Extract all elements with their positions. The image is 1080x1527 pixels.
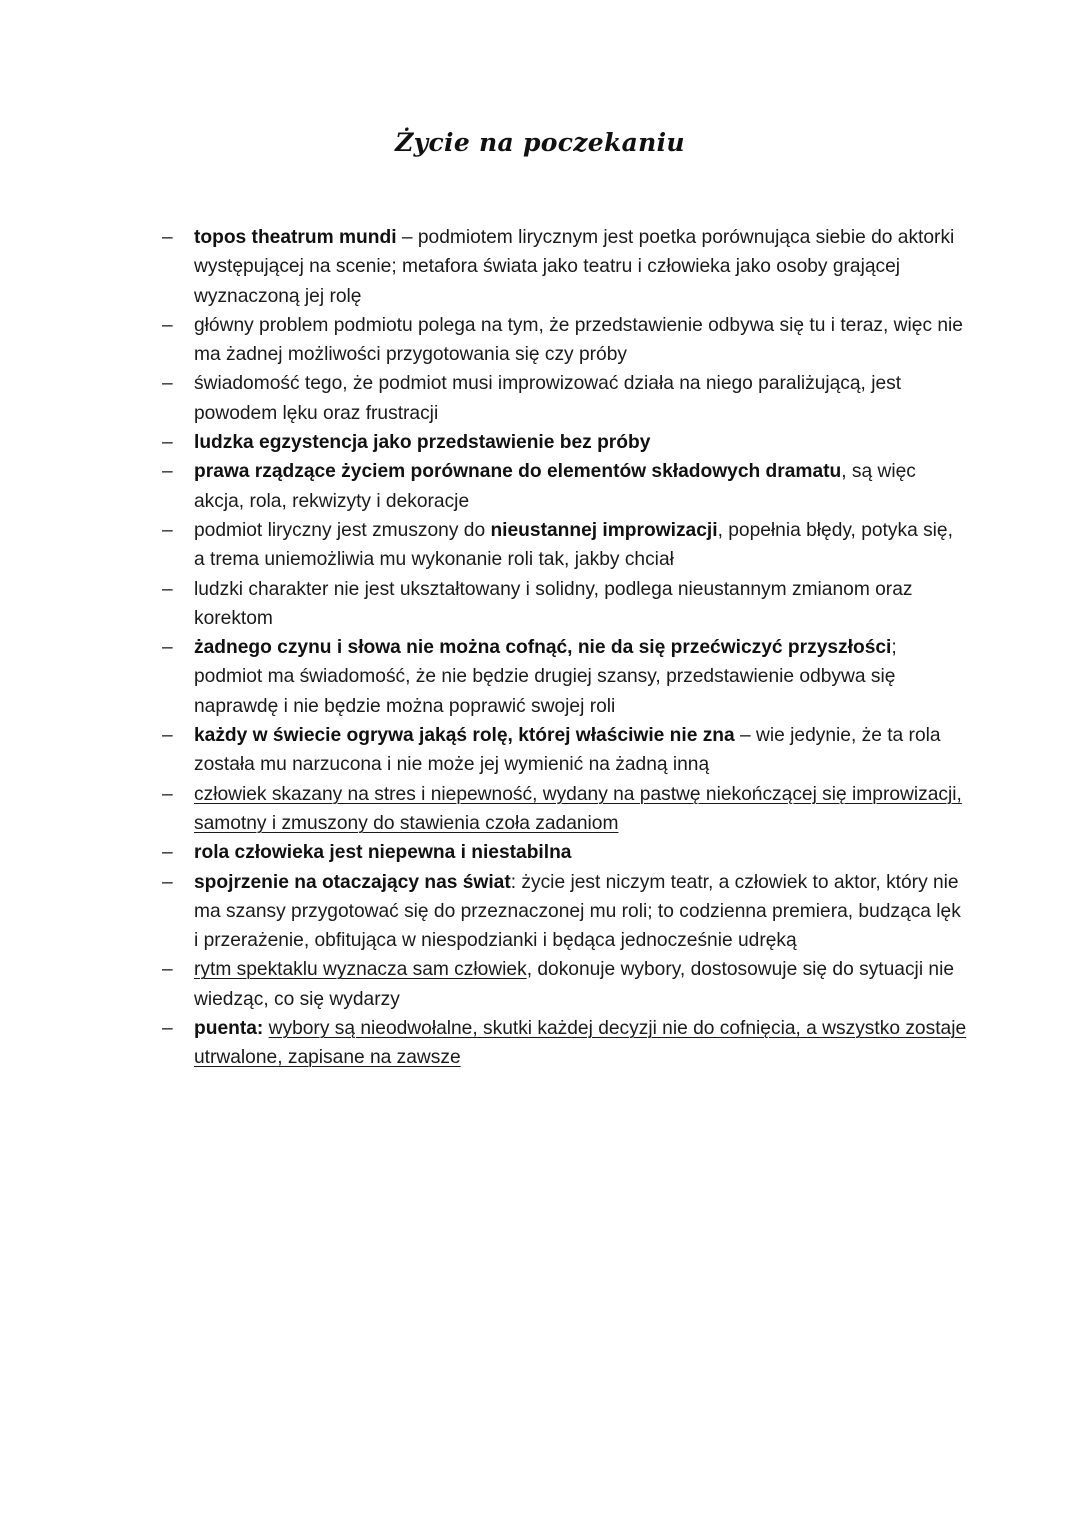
note-item (148, 516, 968, 575)
note-item (148, 369, 968, 428)
notes-list (148, 223, 968, 1073)
note-text: podmiot liryczny jest zmuszony do (194, 519, 491, 541)
note-item (148, 868, 968, 956)
note-key-phrase: puenta: (194, 1018, 264, 1040)
note-underlined-text: wybory są nieodwołalne, skutki każdej decyzji nie do cofnięcia, a wszystko zostaje utrwalone, zapisane na zawsze (194, 1018, 967, 1069)
bullet-dash: – (162, 725, 173, 747)
bullet-dash: – (162, 578, 173, 600)
bullet-dash: – (162, 432, 173, 454)
note-key-phrase: prawa rządzące życiem porównane do elementów składowych dramatu (194, 461, 842, 483)
bullet-dash: – (162, 637, 173, 659)
note-text: , są więc akcja, rola, rekwizyty i dekoracje (194, 461, 916, 512)
note-item (148, 721, 968, 780)
note-key-phrase: nieustannej improwizacji (490, 519, 718, 541)
note-item (148, 311, 968, 370)
note-underlined-text: człowiek skazany na stres i niepewność, wydany na pastwę niekończącej się improwizacji, samotny i zmuszony do stawienia czoła zadaniom (194, 783, 962, 834)
note-item (148, 457, 968, 516)
bullet-dash: – (162, 783, 173, 805)
note-text: – podmiotem lirycznym jest poetka porównująca siebie do aktorki występującej na scenie; metafora świata jako teatru i człowieka jako osoby grającej wyznaczoną jej rolę (194, 227, 955, 307)
note-key-phrase: topos theatrum mundi (194, 227, 397, 248)
note-key-phrase: każdy w świecie ogrywa jakąś rolę, której właściwie nie zna (194, 725, 735, 747)
note-text: świadomość tego, że podmiot musi improwizować działa na niego paraliżującą, jest powodem lęku oraz frustracji (194, 373, 902, 424)
note-key-phrase: spojrzenie na otaczający nas świat (194, 871, 511, 893)
bullet-dash: – (162, 871, 173, 893)
page-title: Życie na poczekaniu (395, 128, 685, 157)
bullet-dash: – (162, 959, 173, 981)
note-text: , popełnia błędy, potyka się, a trema uniemożliwia mu wykonanie roli tak, jakby chciał (194, 519, 953, 571)
note-text: główny problem podmiotu polega na tym, że przedstawienie odbywa się tu i teraz, więc nie ma żadnej możliwości przygotowania się czy próby (194, 314, 963, 366)
bullet-dash: – (162, 1018, 173, 1040)
note-item (148, 838, 968, 867)
note-item (148, 633, 968, 721)
note-text: ; podmiot ma świadomość, że nie będzie drugiej szansy, przedstawienie odbywa się naprawdę i nie będzie można poprawić swojej roli (194, 637, 897, 717)
note-item (148, 780, 968, 839)
note-item (148, 955, 968, 1014)
note-key-phrase: ludzka egzystencja jako przedstawienie bez próby (194, 432, 651, 454)
bullet-dash: – (162, 373, 173, 395)
note-text: : życie jest niczym teatr, a człowiek to aktor, który nie ma szansy przygotować się do przeznaczonej mu roli; to codzienna premiera, budząca lęk i przerażenie, obfitująca w niespodzianki i będąca jednocześnie udręką (194, 871, 961, 952)
note-key-phrase: rola człowieka jest niepewna i niestabilna (194, 842, 572, 864)
bullet-dash: – (162, 461, 173, 483)
bullet-dash: – (162, 227, 173, 248)
note-item (148, 223, 968, 311)
note-key-phrase: żadnego czynu i słowa nie można cofnąć, nie da się przećwiczyć przyszłości (194, 637, 892, 659)
bullet-dash: – (162, 314, 173, 336)
note-text: – wie jedynie, że ta rola została mu narzucona i nie może jej wymienić na żadną inną (194, 725, 941, 776)
note-item (148, 428, 968, 457)
note-item (148, 575, 968, 634)
note-underlined-text: rytm spektaklu wyznacza sam człowiek (194, 959, 527, 981)
note-item (148, 1014, 968, 1073)
note-text: , dokonuje wybory, dostosowuje się do sytuacji nie wiedząc, co się wydarzy (194, 959, 955, 1010)
bullet-dash: – (162, 842, 173, 864)
bullet-dash: – (162, 519, 173, 541)
note-text: ludzki charakter nie jest ukształtowany i solidny, podlega nieustannym zmianom oraz korektom (194, 578, 913, 629)
